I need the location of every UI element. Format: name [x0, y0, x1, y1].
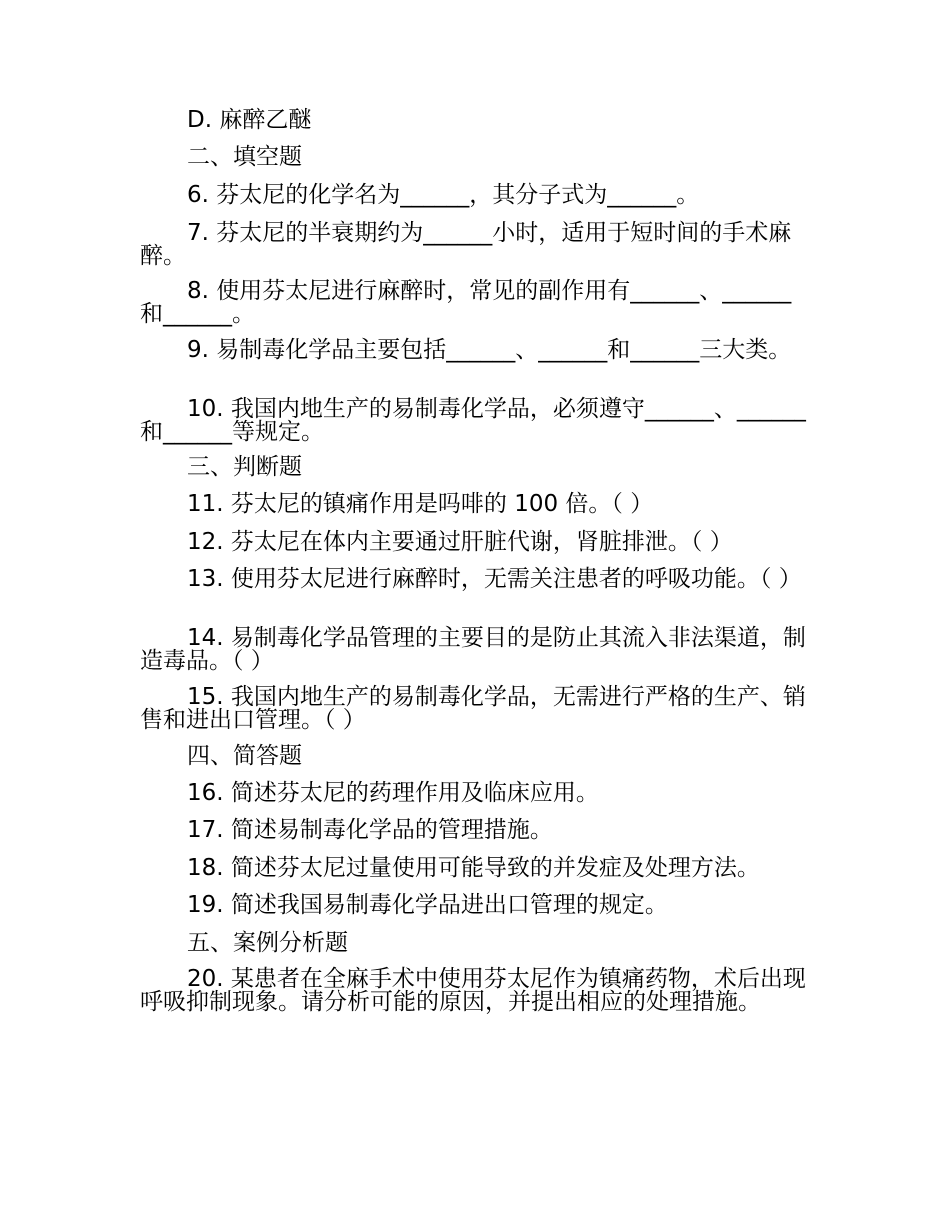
section-heading-true-false: 三、判断题 [187, 454, 302, 480]
question-13: 13. 使用芬太尼进行麻醉时，无需关注患者的呼吸功能。（ ） [187, 566, 802, 592]
question-6: 6. 芬太尼的化学名为______，其分子式为______。 [187, 182, 700, 208]
question-19: 19. 简述我国易制毒化学品进出口管理的规定。 [187, 892, 668, 918]
section-heading-short-answer: 四、简答题 [187, 743, 302, 769]
question-12: 12. 芬太尼在体内主要通过肝脏代谢，肾脏排泄。（ ） [187, 529, 733, 555]
question-18: 18. 简述芬太尼过量使用可能导致的并发症及处理方法。 [187, 855, 760, 881]
question-9: 9. 易制毒化学品主要包括______、______和______三大类。 [187, 337, 792, 363]
question-7: 7. 芬太尼的半衰期约为______小时，适用于短时间的手术麻醉。 [140, 220, 792, 269]
question-10: 10. 我国内地生产的易制毒化学品，必须遵守______、______和______等规定。 [140, 396, 806, 445]
section-heading-case-analysis: 五、案例分析题 [187, 930, 348, 956]
option-d: D. 麻醉乙醚 [187, 107, 312, 133]
question-8: 8. 使用芬太尼进行麻醉时，常见的副作用有______、______和______。 [140, 278, 792, 327]
question-20: 20. 某患者在全麻手术中使用芬太尼作为镇痛药物，术后出现呼吸抑制现象。请分析可能的原因，并提出相应的处理措施。 [140, 966, 806, 1015]
question-15: 15. 我国内地生产的易制毒化学品，无需进行严格的生产、销售和进出口管理。（ ） [140, 684, 806, 733]
question-11: 11. 芬太尼的镇痛作用是吗啡的 100 倍。（ ） [187, 491, 654, 517]
section-heading-fill-in: 二、填空题 [187, 144, 302, 170]
question-17: 17. 简述易制毒化学品的管理措施。 [187, 817, 553, 843]
question-14: 14. 易制毒化学品管理的主要目的是防止其流入非法渠道，制造毒品。（ ） [140, 625, 806, 674]
question-16: 16. 简述芬太尼的药理作用及临床应用。 [187, 780, 599, 806]
